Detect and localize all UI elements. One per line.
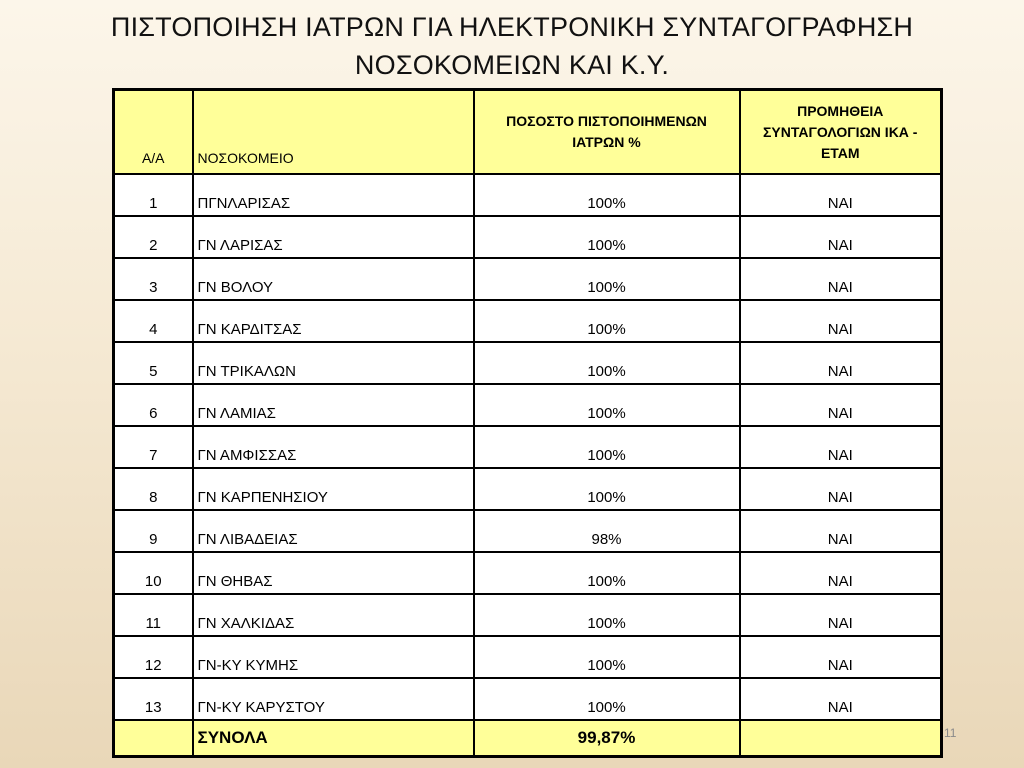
row-supply: ΝΑΙ <box>740 216 942 258</box>
row-number: 9 <box>114 510 193 552</box>
row-number: 2 <box>114 216 193 258</box>
row-number: 3 <box>114 258 193 300</box>
totals-label: ΣΥΝΟΛΑ <box>193 720 474 757</box>
table-row <box>114 552 942 594</box>
table-row <box>114 342 942 384</box>
table-row <box>114 678 942 720</box>
row-percent: 100% <box>474 678 740 720</box>
table-row <box>114 510 942 552</box>
row-supply: ΝΑΙ <box>740 468 942 510</box>
row-hospital-name: ΠΓΝΛΑΡΙΣΑΣ <box>193 174 474 216</box>
row-hospital-name: ΓΝ-ΚΥ ΚΥΜΗΣ <box>193 636 474 678</box>
row-number: 4 <box>114 300 193 342</box>
table-body <box>114 174 942 720</box>
row-percent: 100% <box>474 258 740 300</box>
row-number: 10 <box>114 552 193 594</box>
row-number: 13 <box>114 678 193 720</box>
table-row <box>114 594 942 636</box>
row-supply: ΝΑΙ <box>740 174 942 216</box>
row-percent: 100% <box>474 384 740 426</box>
row-percent: 100% <box>474 342 740 384</box>
row-number: 8 <box>114 468 193 510</box>
totals-aa-empty <box>114 720 193 757</box>
row-percent: 100% <box>474 468 740 510</box>
row-hospital-name: ΓΝ ΛΑΜΙΑΣ <box>193 384 474 426</box>
row-percent: 100% <box>474 552 740 594</box>
row-percent: 100% <box>474 216 740 258</box>
row-number: 7 <box>114 426 193 468</box>
row-percent: 100% <box>474 300 740 342</box>
table-header-row <box>114 90 942 175</box>
row-number: 12 <box>114 636 193 678</box>
row-hospital-name: ΓΝ ΘΗΒΑΣ <box>193 552 474 594</box>
row-supply: ΝΑΙ <box>740 384 942 426</box>
row-percent: 98% <box>474 510 740 552</box>
row-supply: ΝΑΙ <box>740 258 942 300</box>
slide-title-line-2: ΝΟΣΟΚΟΜΕΙΩΝ ΚΑΙ Κ.Υ. <box>354 50 670 80</box>
row-number: 6 <box>114 384 193 426</box>
row-number: 5 <box>114 342 193 384</box>
totals-supply-empty <box>740 720 942 757</box>
slide-title <box>0 8 1024 84</box>
row-supply: ΝΑΙ <box>740 426 942 468</box>
table-row <box>114 636 942 678</box>
row-supply: ΝΑΙ <box>740 342 942 384</box>
table-row <box>114 300 942 342</box>
row-percent: 100% <box>474 174 740 216</box>
header-supply: ΠΡΟΜΗΘΕΙΑ ΣΥΝΤΑΓΟΛΟΓΙΩΝ ΙΚΑ - ΕΤΑΜ <box>740 90 942 175</box>
table-row <box>114 426 942 468</box>
row-hospital-name: ΓΝ-ΚΥ ΚΑΡΥΣΤΟΥ <box>193 678 474 720</box>
row-number: 11 <box>114 594 193 636</box>
header-percent: ΠΟΣΟΣΤΟ ΠΙΣΤΟΠΟΙΗΜΕΝΩΝ ΙΑΤΡΩΝ % <box>474 90 740 175</box>
row-supply: ΝΑΙ <box>740 594 942 636</box>
row-supply: ΝΑΙ <box>740 510 942 552</box>
table-row <box>114 216 942 258</box>
table-row <box>114 384 942 426</box>
header-aa: Α/Α <box>114 90 193 175</box>
row-hospital-name: ΓΝ ΚΑΡΠΕΝΗΣΙΟΥ <box>193 468 474 510</box>
header-hospital: ΝΟΣΟΚΟΜΕΙΟ <box>193 90 474 175</box>
slide-title-line-1: ΠΙΣΤΟΠΟΙΗΣΗ ΙΑΤΡΩΝ ΓΙΑ ΗΛΕΚΤΡΟΝΙΚΗ ΣΥΝΤΑΓΟΓΡΑΦΗΣΗ <box>110 12 914 42</box>
row-percent: 100% <box>474 594 740 636</box>
row-percent: 100% <box>474 426 740 468</box>
row-hospital-name: ΓΝ ΛΑΡΙΣΑΣ <box>193 216 474 258</box>
row-hospital-name: ΓΝ ΚΑΡΔΙΤΣΑΣ <box>193 300 474 342</box>
totals-percent: 99,87% <box>474 720 740 757</box>
page-number: 11 <box>944 726 957 740</box>
table-row <box>114 468 942 510</box>
row-hospital-name: ΓΝ ΒΟΛΟΥ <box>193 258 474 300</box>
table-row <box>114 174 942 216</box>
row-hospital-name: ΓΝ ΤΡΙΚΑΛΩΝ <box>193 342 474 384</box>
hospital-certification-table <box>112 88 943 758</box>
row-hospital-name: ΓΝ ΧΑΛΚΙΔΑΣ <box>193 594 474 636</box>
totals-row <box>114 720 942 757</box>
row-hospital-name: ΓΝ ΑΜΦΙΣΣΑΣ <box>193 426 474 468</box>
row-supply: ΝΑΙ <box>740 636 942 678</box>
row-supply: ΝΑΙ <box>740 678 942 720</box>
row-supply: ΝΑΙ <box>740 552 942 594</box>
row-percent: 100% <box>474 636 740 678</box>
row-hospital-name: ΓΝ ΛΙΒΑΔΕΙΑΣ <box>193 510 474 552</box>
row-supply: ΝΑΙ <box>740 300 942 342</box>
row-number: 1 <box>114 174 193 216</box>
table-row <box>114 258 942 300</box>
